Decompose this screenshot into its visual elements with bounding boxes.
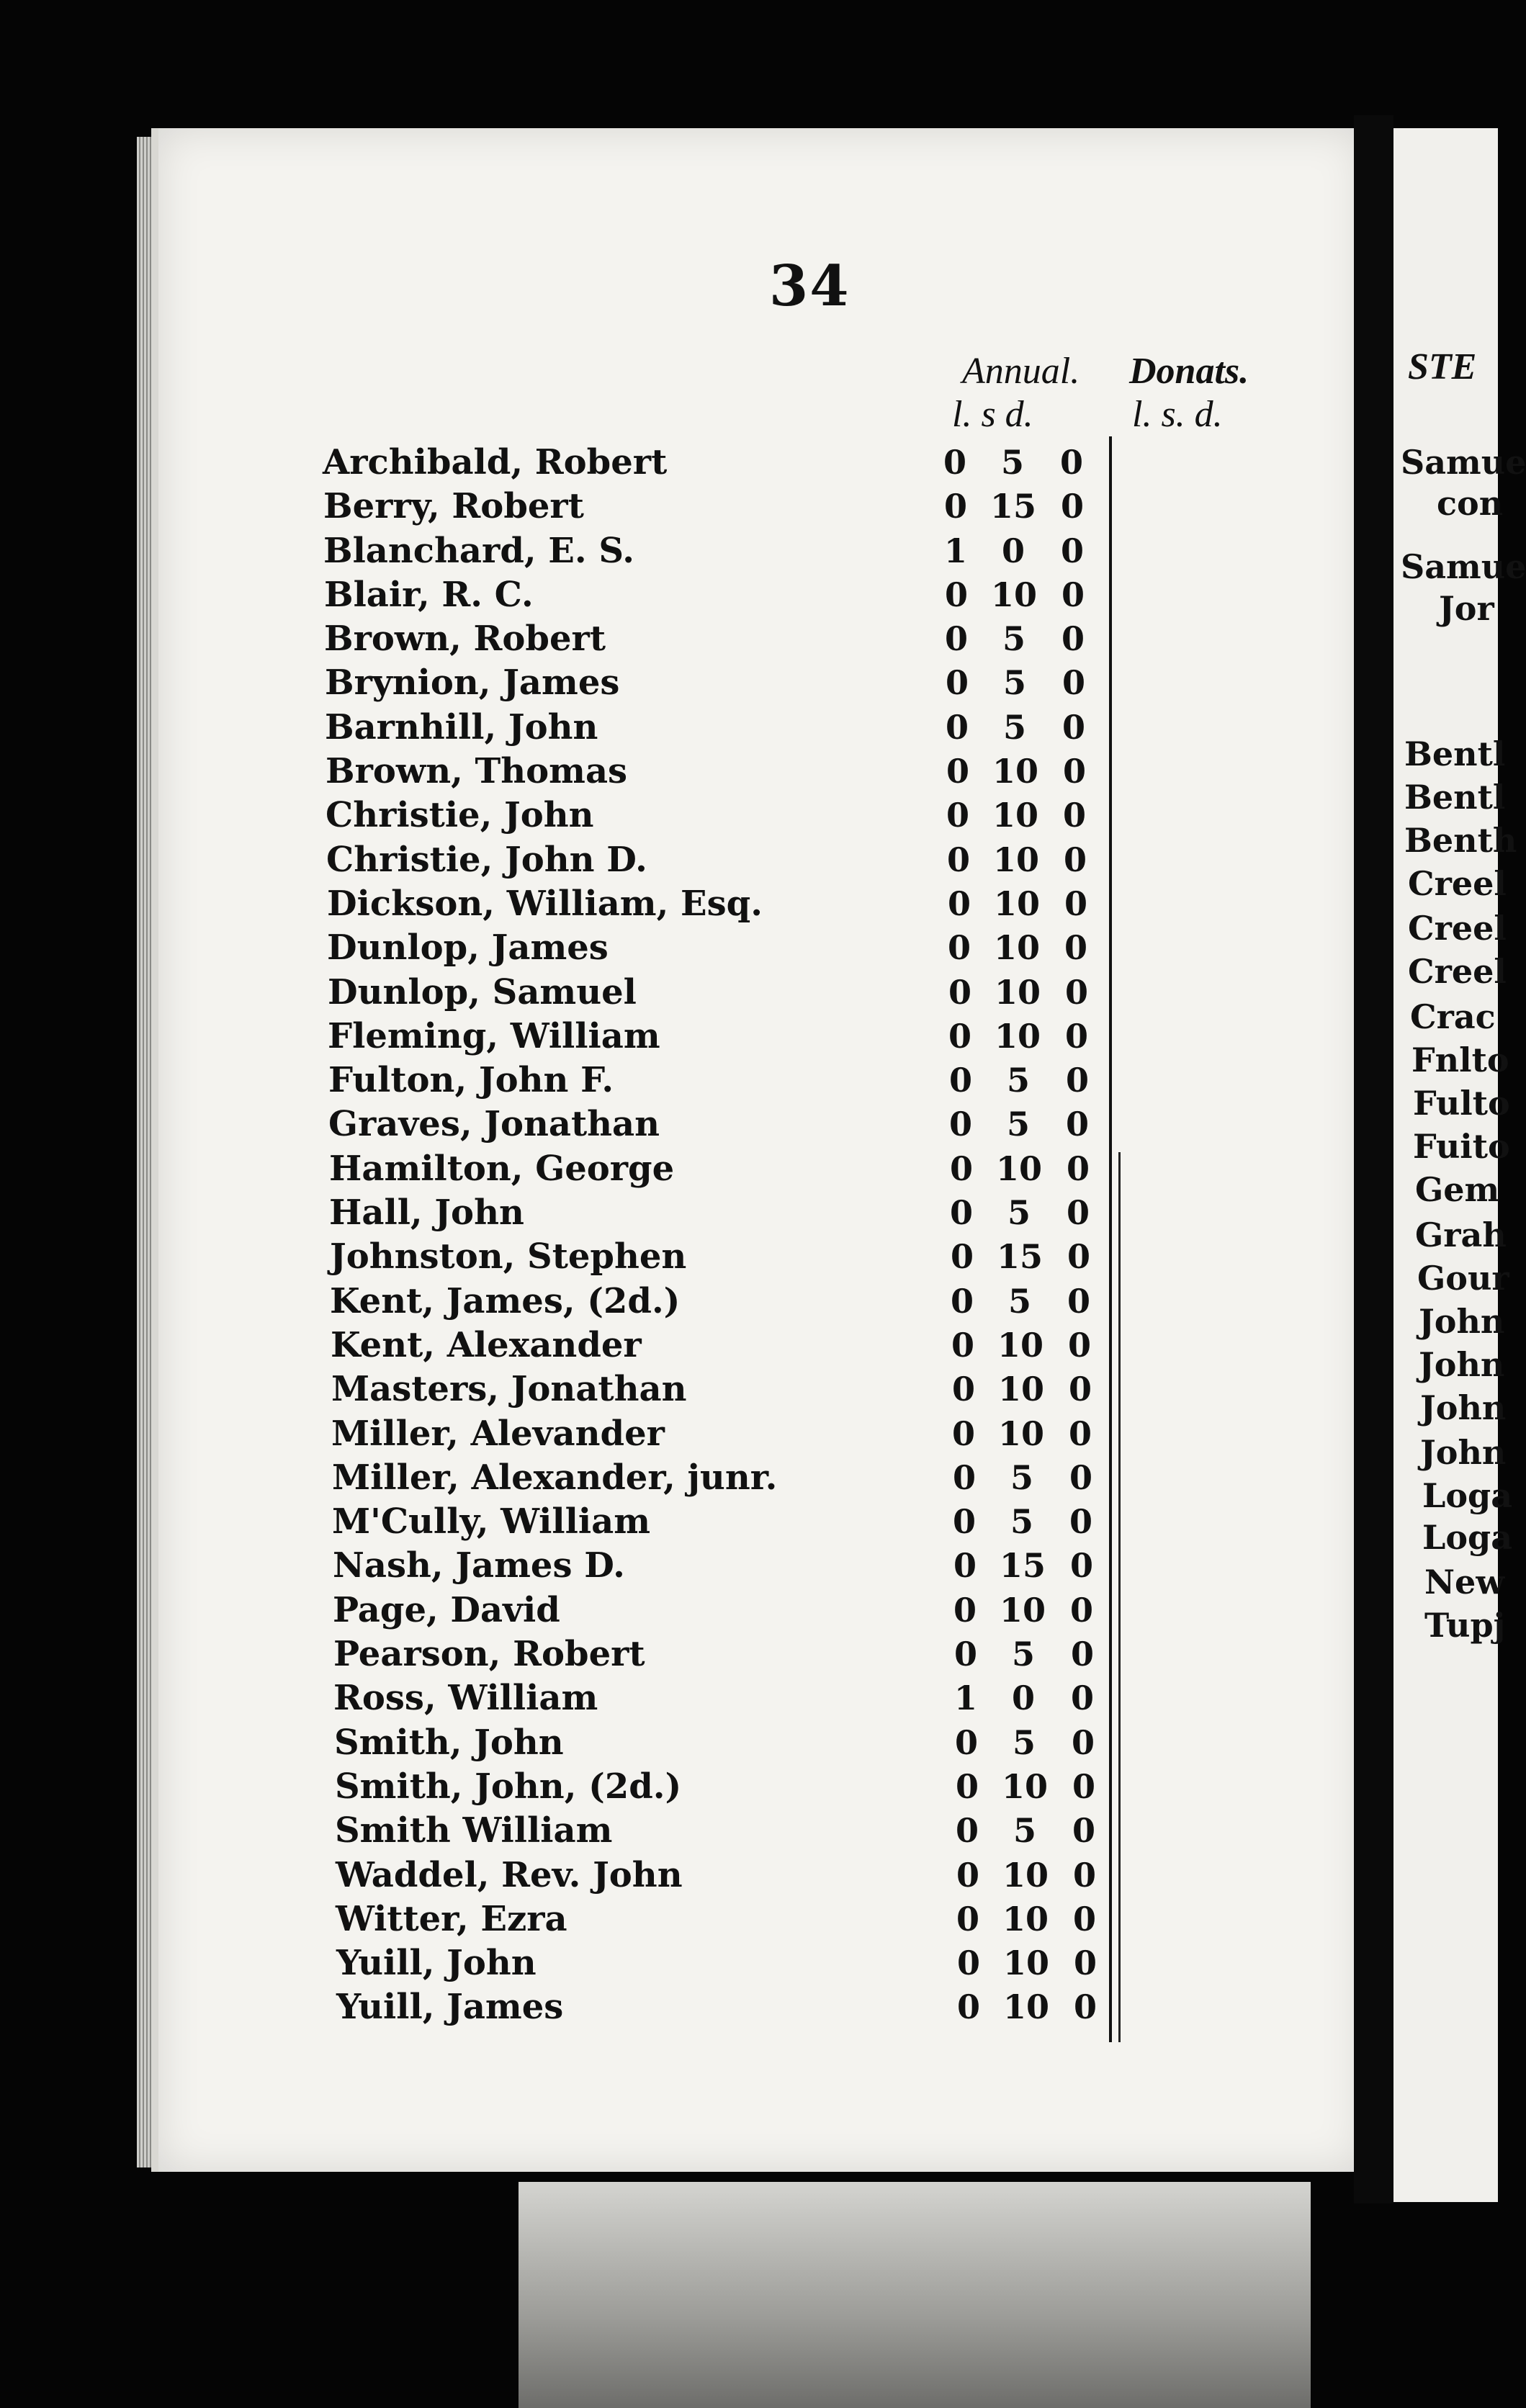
subscriber-name: M'Cully, William [332,1501,651,1542]
amount-shillings: 10 [999,1590,1046,1630]
amount-pounds: 0 [952,1457,976,1497]
amount-shillings: 10 [990,575,1037,614]
amount-pounds: 0 [950,1281,974,1321]
amount-pounds: 0 [948,1061,972,1100]
amount-pence: 0 [1064,928,1087,968]
amount-pence: 0 [1065,1061,1089,1100]
amount-shillings: 5 [1007,1281,1031,1321]
amount-pounds: 0 [956,1899,979,1938]
amount-pounds: 0 [945,707,969,747]
amount-shillings: 5 [1013,1811,1036,1851]
list-item [333,1676,1094,1720]
amount-pence: 0 [1064,1016,1088,1056]
subscriber-name: Miller, Alevander [331,1413,665,1454]
amount-pounds: 0 [948,1016,971,1056]
amount-shillings: 5 [1010,1457,1033,1497]
amount-pence: 0 [1063,840,1087,879]
subscriber-name: Hamilton, George [329,1148,675,1189]
amount-pounds: 0 [949,1193,973,1233]
amount-pounds: 0 [956,1944,980,1983]
amount-pence: 0 [1061,575,1085,614]
list-item [327,926,1087,970]
facing-page-line: Samue [1401,443,1526,482]
facing-page-line: Creel [1408,864,1507,903]
amount-shillings: 10 [992,752,1038,791]
amount-shillings: 5 [1007,1193,1031,1233]
list-item [325,661,1085,705]
list-item [324,617,1085,661]
subscriber-name: Waddel, Rev. John [336,1854,683,1895]
subscriber-name: Yuill, John [336,1943,537,1984]
amount-shillings: 10 [997,1414,1044,1453]
subscriber-name: Christie, John D. [326,839,647,880]
amount-shillings: 5 [1002,619,1025,659]
amount-pence: 0 [1070,1679,1094,1718]
amount-pence: 0 [1068,1414,1092,1453]
amount-pounds: 0 [944,619,968,659]
column-rule [1109,436,1112,2042]
amount-pence: 0 [1073,1987,1097,2027]
amount-pounds: 0 [953,1635,977,1674]
list-item [335,1765,1095,1809]
donations-currency-header: l. s. d. [1132,394,1223,435]
amount-shillings: 0 [1001,531,1025,570]
list-item [333,1589,1093,1632]
subscriber-name: Brown, Thomas [326,751,628,792]
amount-pence: 0 [1062,796,1086,835]
list-item [327,882,1087,926]
subscriber-name: Brynion, James [325,662,620,704]
amount-pounds: 0 [953,1546,977,1586]
amount-pence: 0 [1062,707,1085,747]
amount-shillings: 5 [1011,1635,1035,1674]
amount-shillings: 10 [992,840,1039,879]
facing-page-line: Loga [1422,1518,1512,1557]
list-item [330,1280,1090,1324]
list-item [328,1059,1089,1102]
amount-pence: 0 [1069,1546,1093,1586]
amount-pounds: 0 [946,796,969,835]
facing-page-line: Gem [1415,1170,1500,1209]
amount-shillings: 10 [1001,1766,1048,1806]
amount-pence: 0 [1064,972,1088,1012]
subscriber-name: Graves, Jonathan [328,1104,660,1145]
list-item [331,1324,1091,1367]
subscriber-name: Blanchard, E. S. [323,530,634,571]
amount-shillings: 0 [1011,1679,1035,1718]
list-item [329,1147,1090,1191]
amount-pounds: 0 [943,487,967,526]
list-item [332,1500,1092,1544]
list-item [323,441,1083,485]
facing-page-line: Loga [1422,1476,1512,1515]
amount-pounds: 1 [943,531,967,570]
list-item [323,485,1084,529]
facing-page-line: Fnlto [1411,1041,1509,1079]
amount-shillings: 10 [994,1016,1041,1056]
facing-page-line: New [1424,1563,1504,1601]
amount-pounds: 0 [956,1987,980,2027]
subscriber-name: Dickson, William, Esq. [327,883,763,924]
list-item [326,794,1086,837]
list-item [334,1721,1095,1765]
facing-page-line: Bentl [1404,734,1506,773]
amount-pounds: 0 [948,972,971,1012]
amount-shillings: 15 [996,1237,1043,1277]
amount-pence: 0 [1064,884,1087,923]
facing-page-line: Tupj [1424,1606,1506,1645]
amount-pounds: 0 [949,1149,973,1188]
subscriber-name: Smith, John, (2d.) [335,1766,682,1807]
facing-page-line: John [1419,1302,1505,1341]
amount-shillings: 5 [1012,1722,1036,1762]
subscriber-list [323,441,1097,2030]
amount-pence: 0 [1072,1855,1096,1895]
amount-pounds: 0 [955,1766,979,1806]
amount-pounds: 0 [946,752,969,791]
page-number: 34 [769,253,850,319]
amount-pence: 0 [1068,1370,1092,1409]
subscriber-name: Masters, Jonathan [331,1369,687,1410]
subscriber-name: Dunlop, James [327,927,609,969]
amount-pounds: 0 [951,1414,975,1453]
amount-shillings: 5 [1000,443,1024,482]
facing-page-line: John [1419,1345,1505,1384]
subscriber-name: Hall, John [329,1192,524,1234]
subscriber-name: Christie, John [326,795,594,836]
list-item [329,1191,1090,1235]
amount-shillings: 5 [1002,707,1026,747]
list-item [328,1015,1088,1059]
column-rule-double [1118,1152,1121,2042]
amount-shillings: 15 [999,1546,1046,1586]
subscriber-name: Archibald, Robert [323,442,668,482]
amount-shillings: 10 [1002,1944,1049,1983]
book-stand [519,2182,1311,2408]
amount-pence: 0 [1070,1635,1094,1674]
facing-page-line: John [1420,1388,1507,1427]
subscriber-name: Fulton, John F. [328,1060,614,1101]
list-item [328,971,1088,1015]
subscriber-name: Brown, Robert [324,619,606,660]
list-item [326,838,1087,882]
amount-shillings: 10 [997,1370,1044,1409]
subscriber-name: Smith, John [334,1722,564,1763]
amount-shillings: 5 [1006,1061,1030,1100]
amount-pounds: 0 [952,1502,976,1542]
amount-shillings: 5 [1010,1502,1033,1542]
facing-page-line: Samue [1401,547,1526,586]
list-item [324,573,1085,617]
amount-pounds: 0 [951,1325,974,1365]
amount-pence: 0 [1067,1237,1090,1277]
amount-pounds: 0 [950,1237,974,1277]
subscriber-name: Page, David [333,1589,560,1630]
list-item [331,1412,1092,1456]
amount-pounds: 0 [943,443,966,482]
subscriber-name: Berry, Robert [323,486,584,527]
amount-pounds: 0 [953,1590,977,1630]
amount-shillings: 5 [1002,663,1026,703]
amount-shillings: 10 [995,1149,1042,1188]
amount-shillings: 10 [997,1325,1043,1365]
amount-pence: 0 [1060,487,1084,526]
subscriber-name: Pearson, Robert [333,1634,645,1675]
facing-page-line: Creel [1408,909,1507,948]
annual-currency-header: l. s d. [952,394,1033,435]
amount-pounds: 0 [948,1105,972,1144]
subscriber-name: Witter, Ezra [336,1898,567,1939]
facing-page-line: Grah [1415,1216,1507,1254]
facing-page-line: Gour [1417,1259,1509,1298]
amount-pence: 0 [1061,619,1085,659]
amount-pence: 0 [1073,1944,1097,1983]
amount-pence: 0 [1069,1590,1093,1630]
amount-shillings: 10 [992,796,1038,835]
amount-shillings: 10 [1002,1899,1049,1938]
list-item [328,1102,1089,1146]
amount-pounds: 0 [947,884,971,923]
list-item [326,750,1086,794]
subscriber-name: Yuill, James [336,1987,564,2028]
facing-page-line: John [1420,1433,1507,1472]
amount-pounds: 0 [947,928,971,968]
facing-page-line: Jor [1439,589,1494,628]
list-item [325,706,1085,750]
amount-pence: 0 [1072,1811,1095,1851]
amount-pounds: 0 [946,840,970,879]
list-item [333,1544,1093,1588]
amount-pence: 0 [1067,1325,1091,1365]
amount-pence: 0 [1065,1105,1089,1144]
list-item [323,529,1084,573]
amount-pounds: 0 [945,663,969,703]
facing-page-line: Benth [1404,821,1517,860]
amount-shillings: 10 [1002,1987,1049,2027]
subscriber-name: Blair, R. C. [324,574,534,615]
amount-pence: 0 [1072,1766,1095,1806]
amount-shillings: 5 [1006,1105,1030,1144]
amount-shillings: 10 [994,972,1041,1012]
amount-shillings: 10 [993,928,1040,968]
amount-pence: 0 [1062,752,1086,791]
amount-pounds: 0 [951,1370,975,1409]
subscriber-name: Miller, Alexander, junr. [332,1457,778,1498]
amount-pence: 0 [1071,1722,1095,1762]
annual-header: Annual. [962,351,1080,392]
amount-pounds: 0 [954,1722,978,1762]
book-binding [1354,115,1393,2203]
subscriber-name: Kent, Alexander [331,1324,642,1365]
donations-header: Donats. [1129,351,1249,392]
facing-page-line: Crac [1410,997,1496,1036]
subscriber-name: Barnhill, John [325,706,598,747]
subscriber-name: Nash, James D. [333,1545,625,1586]
amount-pence: 0 [1060,531,1084,570]
subscriber-name: Johnston, Stephen [330,1236,687,1277]
list-item [330,1235,1090,1279]
amount-pounds: 1 [953,1679,977,1718]
facing-page-line: Bentl [1404,778,1506,817]
facing-page-line: Fuito [1413,1127,1510,1166]
amount-pounds: 0 [955,1811,979,1851]
subscriber-name: Fleming, William [328,1015,660,1056]
subscriber-name: Ross, William [333,1678,598,1719]
subscriber-name: Smith William [335,1810,613,1851]
facing-page-line: Fulto [1413,1084,1510,1123]
amount-pounds: 0 [956,1855,979,1895]
list-item [333,1632,1094,1676]
list-item [331,1367,1092,1411]
amount-pence: 0 [1066,1193,1090,1233]
amount-pence: 0 [1072,1899,1096,1938]
amount-shillings: 10 [1002,1855,1049,1895]
subscriber-name: Dunlop, Samuel [328,971,637,1012]
amount-pence: 0 [1069,1457,1092,1497]
amount-shillings: 15 [989,487,1036,526]
amount-pence: 0 [1069,1502,1092,1542]
list-item [332,1456,1092,1500]
amount-shillings: 10 [993,884,1040,923]
amount-pounds: 0 [944,575,968,614]
amount-pence: 0 [1062,663,1085,703]
amount-pence: 0 [1067,1281,1090,1321]
subscriber-name: Kent, James, (2d.) [330,1280,681,1321]
amount-pence: 0 [1066,1149,1090,1188]
amount-pence: 0 [1059,443,1083,482]
facing-page-heading: STE [1408,346,1477,387]
list-item [335,1809,1095,1853]
facing-page-line: Creel [1408,952,1507,991]
facing-page-line: con [1437,484,1504,523]
